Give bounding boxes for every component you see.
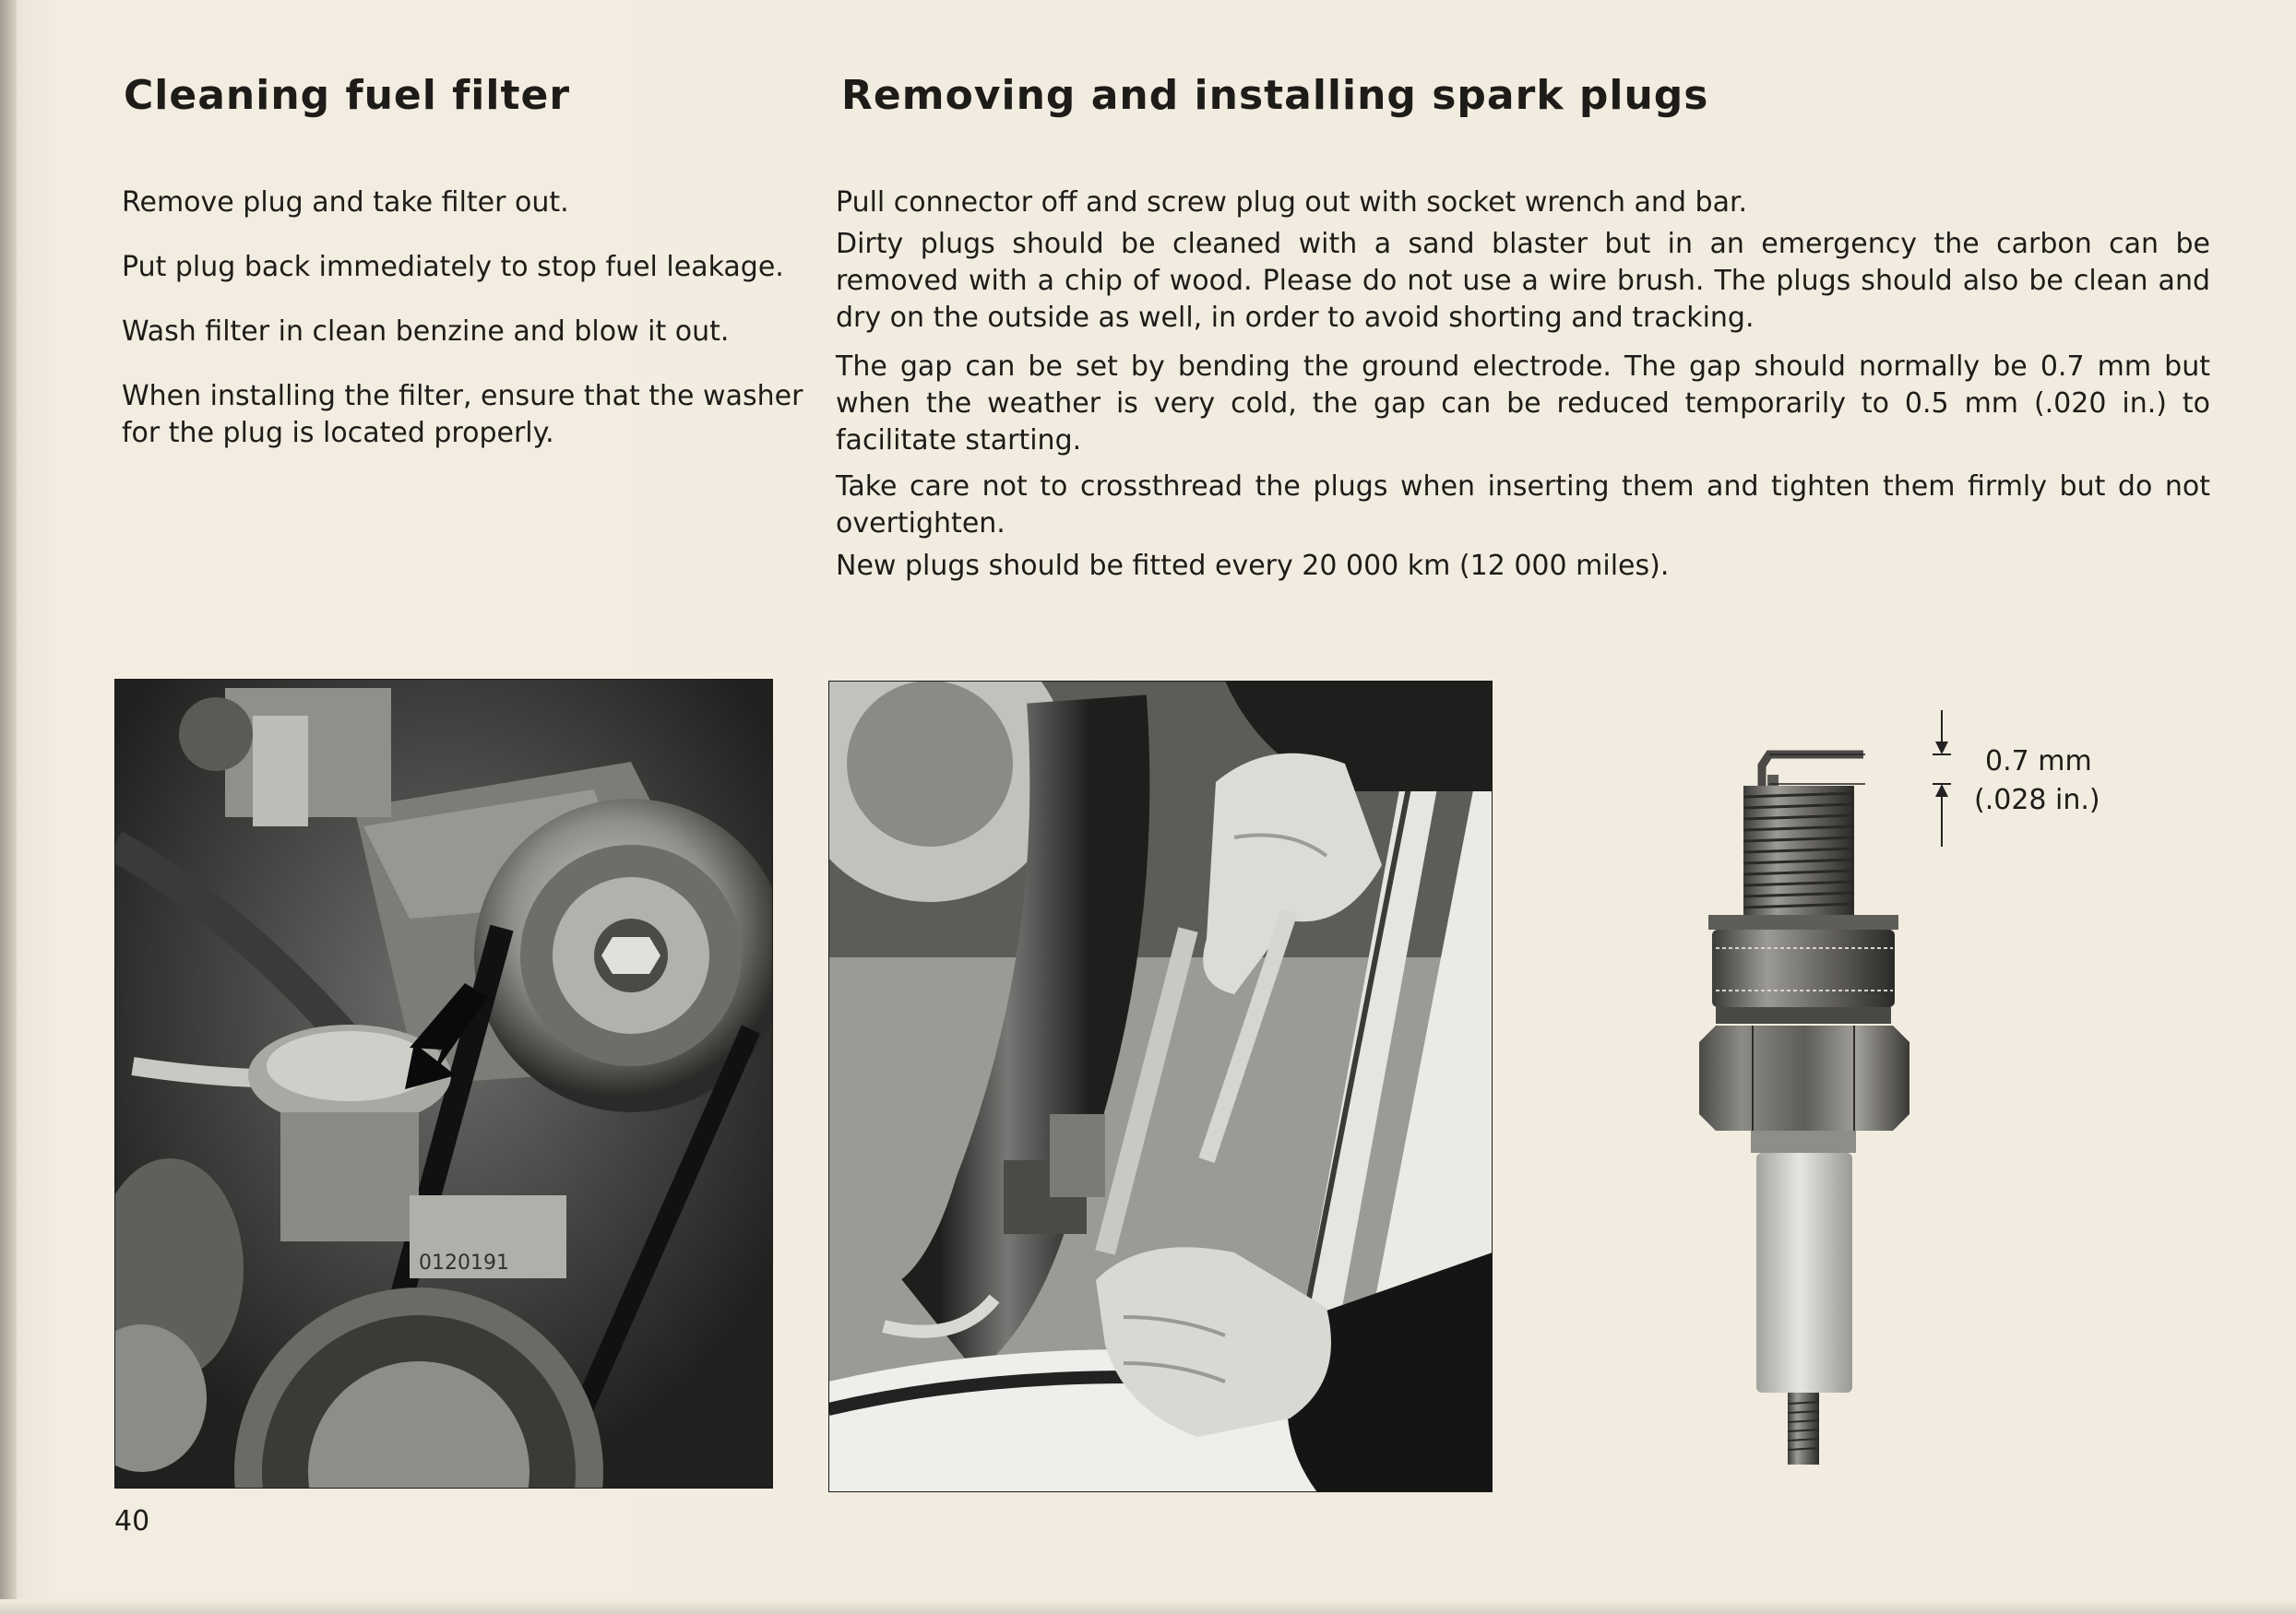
page-number: 40	[114, 1505, 150, 1537]
page-bottom-edge	[0, 1599, 2296, 1614]
right-paragraph-5: New plugs should be fitted every 20 000 km (12 000 miles).	[836, 550, 1670, 582]
engine-fuel-pump-photo	[114, 679, 773, 1489]
engine-stamp-number: 0120191	[419, 1252, 509, 1275]
book-binding	[0, 0, 17, 1614]
left-paragraph-1: Remove plug and take filter out.	[122, 186, 569, 219]
heading-cleaning-fuel-filter: Cleaning fuel filter	[124, 72, 571, 119]
right-paragraph-4: Take care not to crossthread the plugs when inserting them and tighten them firmly but do not overtighten.	[836, 470, 2210, 540]
right-paragraph-3: The gap can be set by bending the ground electrode. The gap should normally be 0.7 mm but when the weather is very cold, the gap can be reduced temporarily to 0.5 mm (.020 in.) to facilitate starting.	[836, 350, 2210, 457]
gap-label-imperial: (.028 in.)	[1974, 784, 2100, 816]
right-paragraph-1: Pull connector off and screw plug out with socket wrench and bar.	[836, 186, 1748, 219]
heading-spark-plugs: Removing and installing spark plugs	[841, 72, 1709, 119]
left-paragraph-2: Put plug back immediately to stop fuel leakage.	[122, 251, 784, 283]
spark-plug-removal-photo	[828, 681, 1493, 1492]
left-paragraph-4: When installing the filter, ensure that the washer for the plug is located properly.	[122, 380, 803, 449]
spark-plug-diagram	[1679, 701, 1974, 1494]
gap-label-metric: 0.7 mm	[1985, 745, 2092, 777]
left-paragraph-3: Wash filter in clean benzine and blow it out.	[122, 315, 730, 348]
right-paragraph-2: Dirty plugs should be cleaned with a sand blaster but in an emergency the carbon can be removed with a chip of wood. Please do not use a wire brush. The plugs should also be clean and dry on the outside as well, in order to avoid shorting and tracking.	[836, 228, 2210, 334]
